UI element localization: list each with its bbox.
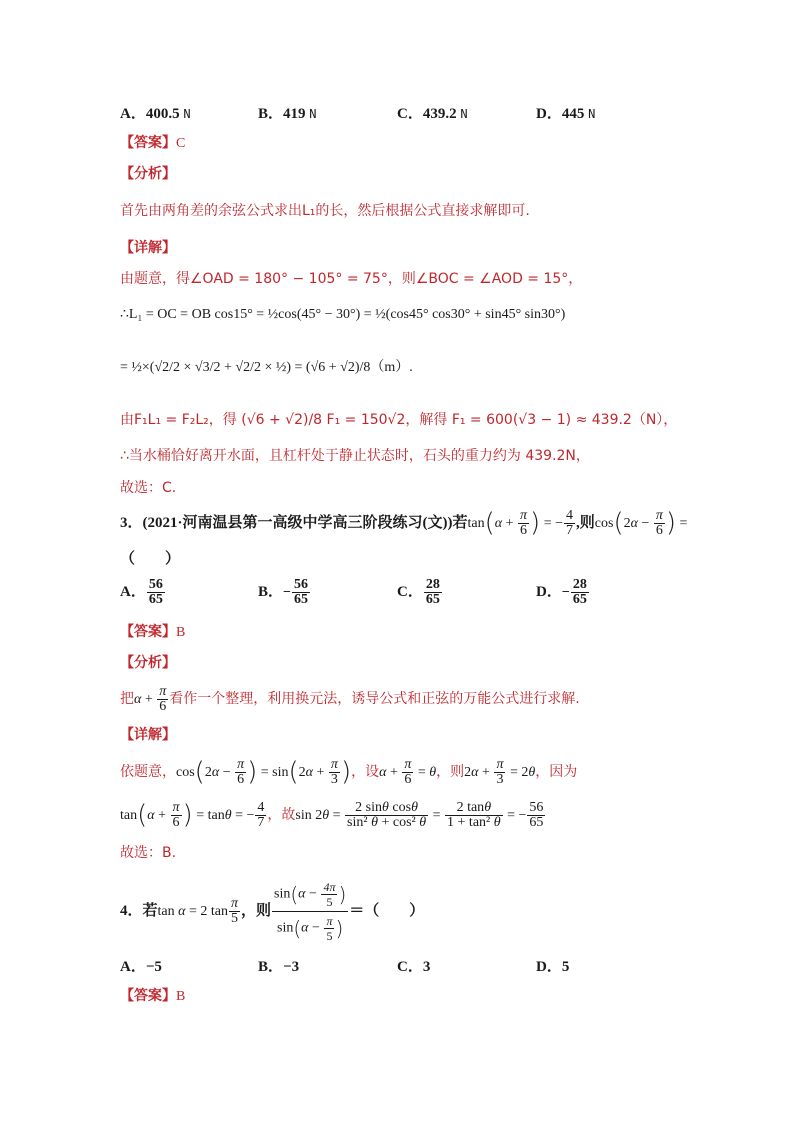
- q2-detail-line1: 由题意，得∠OAD = 180° − 105° = 75°，则∠BOC = ∠AOD = 15°，: [120, 271, 583, 287]
- q3-analysis-text: 把α + $\frac{\pi}{6}$ 看作一个整理，利用换元法，诱导公式和正弦的万能公式进行求解.: [120, 683, 580, 714]
- q2-conclusion: 故选：C.: [120, 480, 177, 496]
- q3-option-d: D．− $\frac{28}{65}$: [536, 577, 587, 607]
- q4-option-b: B．−3: [258, 959, 300, 975]
- q3-detail-line1: 依题意，cos(2α − $\frac{\pi}{6}$ ) = sin(2α + $\frac{\pi}{3}$ )，设α + $\frac{\pi}{6}$ = θ，则2α + $\frac{\pi}{3}$ = 2θ，因为: [120, 756, 578, 787]
- q4-option-a: A．−5: [120, 959, 162, 975]
- q3-option-a: A． $\frac{56}{65}$: [120, 577, 163, 607]
- q2-option-c: C．439.2 N: [397, 106, 468, 122]
- q3-answer: 【答案】B: [120, 624, 186, 640]
- q4-stem: 4．若tan α = 2 tan $\frac{\pi}{5}$ ，则 sin(α − $\frac{4\pi}{5}$ ) sin(α − $\frac{\pi}{5}$ ) ＝（ ）: [120, 879, 425, 943]
- q3-stem: 3．(2021·河南温县第一高级中学高三阶段练习(文))若tan(α + $\frac{\pi}{6}$ ) = − $\frac{4}{7}$ ,则cos(2α − $\frac{\pi}{6}$ ) =: [120, 507, 688, 538]
- q3-option-c: C． $\frac{28}{65}$: [397, 577, 440, 607]
- q3-conclusion: 故选：B.: [120, 845, 177, 861]
- q3-detail-line2: tan(α + $\frac{\pi}{6}$ ) = tanθ = − $\frac{4}{7}$ ，故sin 2θ = $\frac{\text{2 sinθ cosθ}}{\text{sin² θ + cos² θ}}$ = $\frac{2 \tan\theta}{\text{1 + tan² θ}}$ = − $\frac{56}{65}$: [120, 799, 544, 830]
- q3-option-b: B．− $\frac{56}{65}$: [258, 577, 308, 607]
- q2-detail-line4: 由F₁L₁ = F₂L₂，得 (√6 + √2)/8 F₁ = 150√2，解得 F₁ = 600(√3 − 1) ≈ 439.2（N），: [120, 412, 678, 428]
- q2-detail-line5: ∴当水桶恰好离开水面，且杠杆处于静止状态时，石头的重力约为 439.2N，: [120, 448, 590, 464]
- q2-detail-line2: ∴L₁ = OC = OB cos15° = ½cos(45° − 30°) = ½(cos45° cos30° + sin45° sin30°): [120, 307, 566, 322]
- q2-answer: 【答案】C: [120, 135, 186, 151]
- q2-analysis-heading: 【分析】: [120, 166, 176, 182]
- q2-option-d: D．445 N: [536, 106, 596, 122]
- q2-option-b: B．419 N: [258, 106, 317, 122]
- q4-option-d: D．5: [536, 959, 570, 975]
- q3-detail-heading: 【详解】: [120, 727, 176, 743]
- q4-option-c: C．3: [397, 959, 431, 975]
- q3-paren-blank: （ ）: [120, 551, 181, 567]
- q2-analysis-text: 首先由两角差的余弦公式求出L₁的长，然后根据公式直接求解即可.: [120, 203, 530, 219]
- q2-detail-heading: 【详解】: [120, 240, 176, 256]
- q3-analysis-heading: 【分析】: [120, 655, 176, 671]
- q4-answer: 【答案】B: [120, 988, 186, 1004]
- q2-detail-line3: = ½×(√2/2 × √3/2 + √2/2 × ½) = (√6 + √2)/8（m）.: [120, 360, 413, 375]
- q2-option-a: A．400.5 N: [120, 106, 191, 122]
